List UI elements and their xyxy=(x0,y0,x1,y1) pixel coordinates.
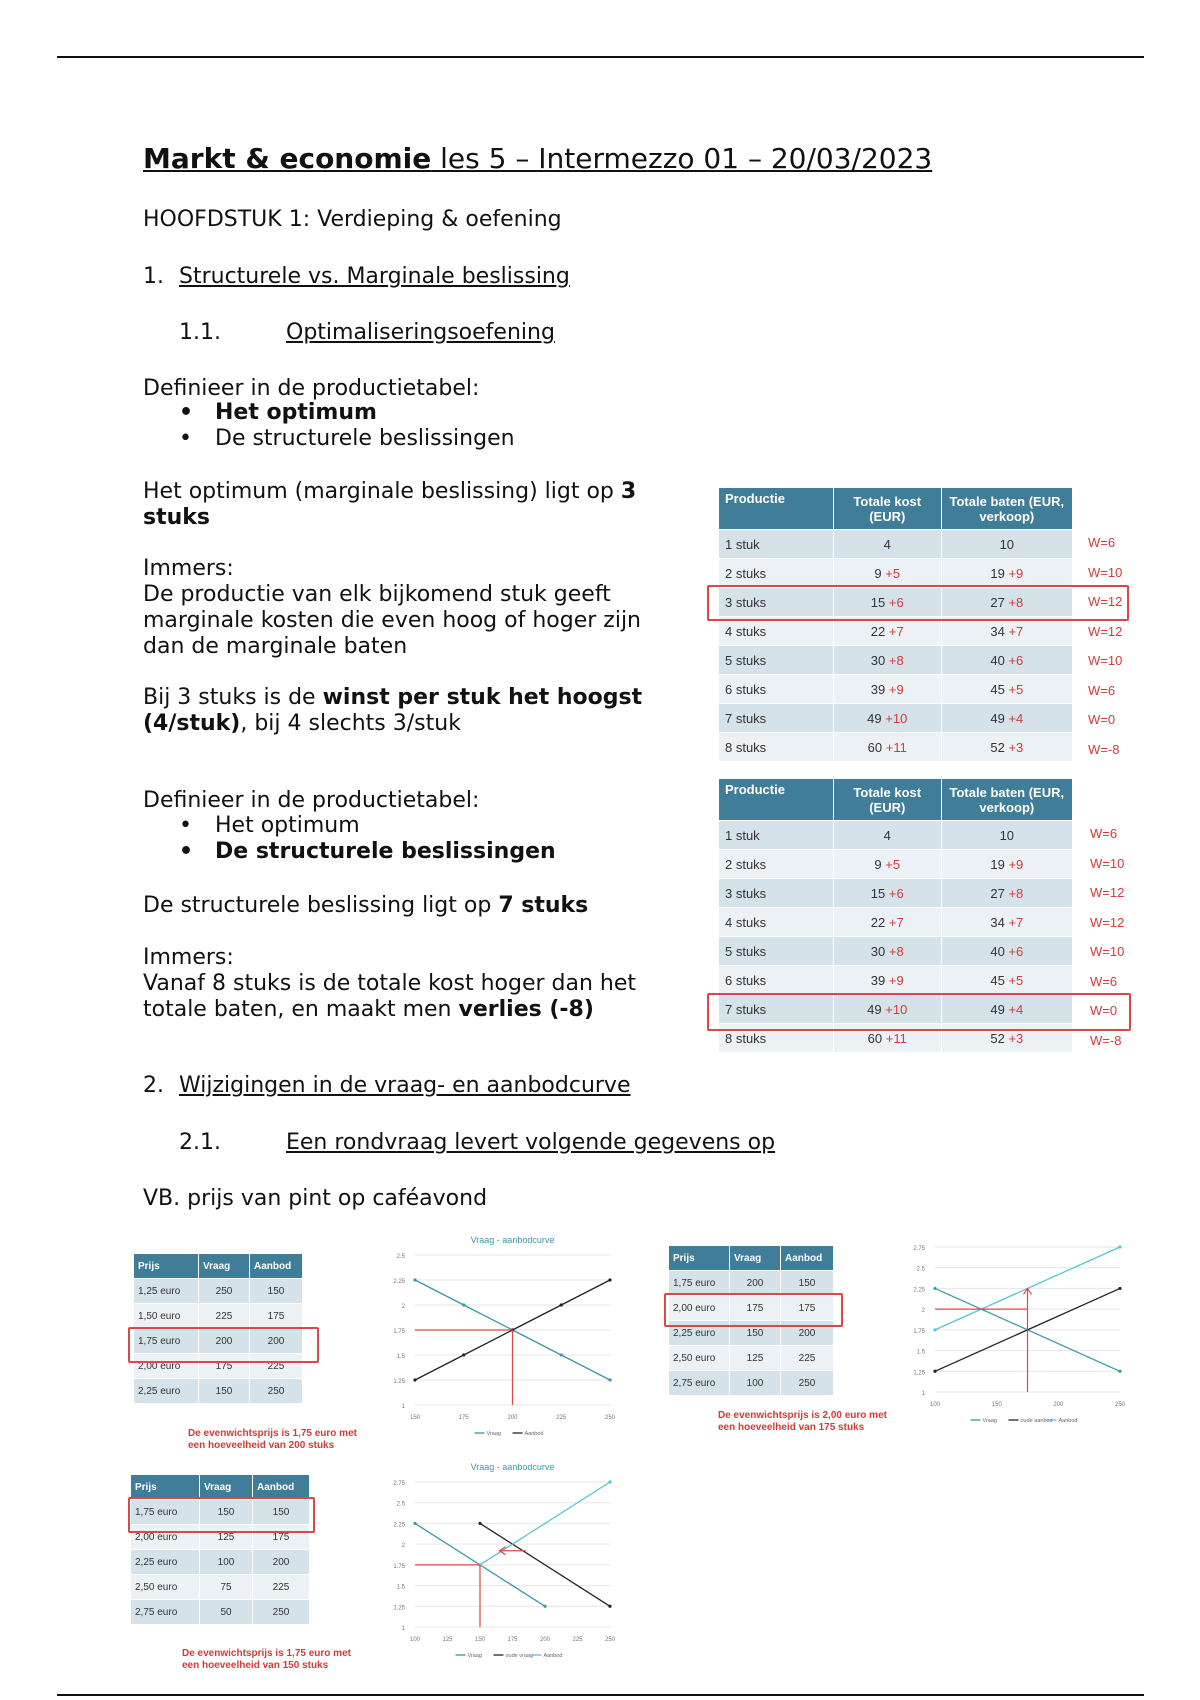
cell-vraag: 200 xyxy=(730,1271,781,1296)
cell-productie: 2 stuks xyxy=(719,850,834,879)
optimum-line-2: stuks xyxy=(143,505,210,530)
winst-label: W=-8 xyxy=(1090,1032,1122,1048)
title-bold: Markt & economie xyxy=(143,142,432,175)
cell-prijs: 1,75 euro xyxy=(131,1500,200,1525)
part-b-immers: Immers: xyxy=(143,945,234,970)
winst-column-1 xyxy=(1088,528,1122,764)
winst-label: W=6 xyxy=(1088,682,1116,698)
part-a-immers: Immers: xyxy=(143,556,234,581)
winst-line-2-bold: (4/stuk) xyxy=(143,711,241,736)
x-tick-label: 200 xyxy=(539,1637,551,1643)
y-tick-label: 2.5 xyxy=(396,1501,405,1508)
cell-aanbod: 225 xyxy=(250,1354,303,1379)
cell-prijs: 2,00 euro xyxy=(131,1525,200,1550)
header-prijs: Prijs xyxy=(669,1246,730,1271)
cell-vraag: 225 xyxy=(199,1304,250,1329)
supply-demand-chart-1 xyxy=(365,1228,630,1453)
price-row xyxy=(134,1279,303,1304)
part-b-intro: Definieer in de productietabel: xyxy=(143,788,480,813)
header-aanbod: Aanbod xyxy=(253,1475,310,1500)
price-row xyxy=(669,1271,834,1296)
footer-rule xyxy=(57,1694,1144,1696)
cell-prijs: 2,25 euro xyxy=(131,1550,200,1575)
bullet-structural-b: • De structurele beslissingen xyxy=(143,839,556,865)
cell-productie: 4 stuks xyxy=(719,908,834,937)
y-tick-label: 2.25 xyxy=(393,1279,405,1285)
production-row xyxy=(719,530,1073,559)
data-point xyxy=(1118,1245,1121,1248)
cell-productie: 7 stuks xyxy=(719,995,834,1024)
cell-prijs: 2,50 euro xyxy=(131,1575,200,1600)
equilibrium-note-1 xyxy=(188,1428,357,1452)
winst-label: W=10 xyxy=(1088,653,1123,668)
optimum-line-1 xyxy=(143,479,636,505)
chart-title: Vraag - aanbodcurve xyxy=(470,1462,555,1472)
x-tick-label: 200 xyxy=(1053,1402,1064,1408)
cell-totale-baten: 49 +4 xyxy=(941,704,1072,733)
cell-totale-baten: 19 +9 xyxy=(941,850,1072,879)
production-row xyxy=(719,646,1073,675)
cell-vraag: 150 xyxy=(200,1500,253,1525)
cell-aanbod: 250 xyxy=(253,1600,310,1625)
cell-totale-baten: 45 +5 xyxy=(941,675,1072,704)
production-row xyxy=(719,937,1073,966)
winst-line-1-bold: winst per stuk het hoogst xyxy=(322,685,643,710)
winst-label: W=12 xyxy=(1090,914,1125,930)
y-tick-label: 1.5 xyxy=(396,1354,405,1360)
data-point xyxy=(608,1605,611,1608)
cell-vraag: 75 xyxy=(200,1575,253,1600)
cell-aanbod: 175 xyxy=(253,1525,310,1550)
cell-totale-baten: 19 +9 xyxy=(941,559,1072,588)
cell-totale-baten: 40 +6 xyxy=(941,937,1072,966)
y-tick-label: 1.75 xyxy=(393,1563,405,1570)
production-row xyxy=(719,675,1073,704)
x-tick-label: 225 xyxy=(572,1637,583,1643)
y-tick-label: 1.25 xyxy=(393,1605,405,1612)
x-tick-label: 150 xyxy=(409,1415,421,1421)
optimum-line-1-text: Het optimum (marginale beslissing) ligt op xyxy=(143,479,621,504)
cell-prijs: 1,50 euro xyxy=(134,1304,199,1329)
winst-line-2-text: , bij 4 slechts 3/stuk xyxy=(240,711,461,736)
production-row xyxy=(719,733,1073,762)
cell-prijs: 2,25 euro xyxy=(134,1379,199,1404)
cell-aanbod: 250 xyxy=(250,1379,303,1404)
cell-vraag: 150 xyxy=(199,1379,250,1404)
y-tick-label: 1 xyxy=(921,1391,925,1397)
legend-label: oude vraag xyxy=(505,1653,534,1659)
x-tick-label: 225 xyxy=(556,1415,567,1421)
note-3-line-1: De evenwichtsprijs is 1,75 euro met xyxy=(182,1648,351,1659)
price-row xyxy=(131,1600,310,1625)
winst-label: W=6 xyxy=(1088,535,1116,550)
cell-totale-kost: 49 +10 xyxy=(833,704,941,733)
cell-totale-baten: 52 +3 xyxy=(941,733,1072,762)
cell-totale-baten: 10 xyxy=(941,821,1072,850)
x-tick-label: 150 xyxy=(474,1637,486,1643)
data-point xyxy=(462,1353,465,1356)
cell-vraag: 200 xyxy=(199,1329,250,1354)
winst-label: W=6 xyxy=(1090,826,1118,841)
cell-vraag: 150 xyxy=(730,1321,781,1346)
data-point xyxy=(478,1522,481,1525)
chapter-heading: HOOFDSTUK 1: Verdieping & oefening xyxy=(143,207,562,232)
highlight-equilibrium-1 xyxy=(128,1327,319,1363)
data-point xyxy=(1118,1370,1121,1373)
cell-prijs: 1,25 euro xyxy=(134,1279,199,1304)
cell-productie: 8 stuks xyxy=(719,1024,834,1053)
price-row xyxy=(131,1550,310,1575)
y-tick-label: 2.75 xyxy=(393,1481,405,1487)
production-row xyxy=(719,850,1073,879)
cell-totale-kost: 49 +10 xyxy=(833,995,941,1024)
winst-label: W=10 xyxy=(1090,944,1125,959)
page-title xyxy=(143,142,932,176)
cell-totale-kost: 22 +7 xyxy=(833,617,941,646)
structural-line xyxy=(143,893,588,919)
data-point xyxy=(933,1287,936,1290)
structural-line-text: De structurele beslissing ligt op xyxy=(143,893,499,918)
legend-label: Aanbod xyxy=(524,1431,544,1437)
section2-sub-title: Een rondvraag levert volgende gegevens op xyxy=(286,1130,776,1155)
y-tick-label: 1.5 xyxy=(396,1584,405,1591)
bullet-structural: • De structurele beslissingen xyxy=(143,426,515,452)
cell-prijs: 1,75 euro xyxy=(134,1329,199,1354)
data-point xyxy=(1118,1287,1121,1290)
x-tick-label: 250 xyxy=(604,1415,616,1421)
cell-prijs: 1,75 euro xyxy=(669,1271,730,1296)
y-tick-label: 2.5 xyxy=(396,1254,405,1260)
production-row xyxy=(719,966,1073,995)
part-a-expl-2: marginale kosten die even hoog of hoger zijn xyxy=(143,608,641,633)
section2-title: Wijzigingen in de vraag- en aanbodcurve xyxy=(179,1073,631,1098)
legend-label: Vraag xyxy=(467,1653,482,1659)
production-table-header xyxy=(719,488,1073,530)
winst-line-1 xyxy=(143,685,642,711)
header-vraag: Vraag xyxy=(730,1246,781,1271)
title-rest: les 5 – Intermezzo 01 – 20/03/2023 xyxy=(431,142,933,175)
cell-totale-baten: 40 +6 xyxy=(941,646,1072,675)
note-3-line-2: een hoeveelheid van 150 stuks xyxy=(182,1660,329,1671)
header-aanbod: Aanbod xyxy=(250,1254,303,1279)
legend-label: Aanbod xyxy=(543,1653,563,1659)
note-2-line-1: De evenwichtsprijs is 2,00 euro met xyxy=(718,1410,887,1421)
winst-label: W=-8 xyxy=(1088,741,1120,757)
cell-productie: 7 stuks xyxy=(719,704,834,733)
header-vraag: Vraag xyxy=(199,1254,250,1279)
section1-title: Structurele vs. Marginale beslissing xyxy=(179,264,570,289)
part-a-expl-1: De productie van elk bijkomend stuk geeft xyxy=(143,582,611,607)
winst-label: W=6 xyxy=(1090,973,1118,989)
part-b-expl-2-bold: verlies (-8) xyxy=(458,997,594,1022)
cell-totale-baten: 52 +3 xyxy=(941,1024,1072,1053)
section1-sub-title: Optimaliseringsoefening xyxy=(286,320,555,345)
header-rule xyxy=(57,56,1144,58)
data-point xyxy=(608,1480,611,1483)
header-totale-baten: Totale baten (EUR, verkoop) xyxy=(941,488,1072,530)
cell-aanbod: 225 xyxy=(253,1575,310,1600)
equilibrium-note-3 xyxy=(182,1648,351,1672)
header-prijs: Prijs xyxy=(131,1475,200,1500)
cell-totale-baten: 45 +5 xyxy=(941,966,1072,995)
part-b-bullets xyxy=(143,813,556,865)
highlight-optimum-row xyxy=(707,585,1129,621)
cell-aanbod: 225 xyxy=(781,1346,834,1371)
part-a-intro: Definieer in de productietabel: xyxy=(143,376,480,401)
y-tick-label: 2 xyxy=(401,1543,405,1550)
header-productie: Productie xyxy=(719,488,834,530)
production-row xyxy=(719,559,1073,588)
header-vraag: Vraag xyxy=(200,1475,253,1500)
note-1-line-1: De evenwichtsprijs is 1,75 euro met xyxy=(188,1428,357,1439)
x-tick-label: 150 xyxy=(991,1402,1002,1408)
x-tick-label: 175 xyxy=(458,1415,469,1421)
y-tick-label: 2 xyxy=(921,1308,925,1315)
cell-prijs: 2,75 euro xyxy=(131,1600,200,1625)
highlight-structural-row xyxy=(707,993,1131,1031)
cell-aanbod: 175 xyxy=(250,1304,303,1329)
section2-sub-number: 2.1. xyxy=(179,1130,221,1155)
cell-vraag: 125 xyxy=(200,1525,253,1550)
data-point xyxy=(413,1378,416,1381)
winst-label: W=12 xyxy=(1088,623,1123,639)
data-point xyxy=(933,1370,936,1373)
x-tick-label: 250 xyxy=(604,1637,616,1643)
header-totale-baten: Totale baten (EUR, verkoop) xyxy=(941,779,1072,821)
header-prijs: Prijs xyxy=(134,1254,199,1279)
data-point xyxy=(462,1303,465,1306)
data-point xyxy=(933,1328,936,1331)
equilibrium-note-2 xyxy=(718,1410,887,1434)
cell-vraag: 175 xyxy=(199,1354,250,1379)
data-point xyxy=(608,1278,611,1281)
highlight-equilibrium-3 xyxy=(128,1497,315,1533)
production-row xyxy=(719,821,1073,850)
legend-label: oude aanbod xyxy=(1020,1418,1053,1424)
winst-label: W=0 xyxy=(1088,712,1116,727)
y-tick-label: 1 xyxy=(401,1626,405,1632)
cell-vraag: 125 xyxy=(730,1346,781,1371)
price-row xyxy=(134,1304,303,1329)
data-point xyxy=(608,1378,611,1381)
header-productie: Productie xyxy=(719,779,834,821)
part-b-expl-1: Vanaf 8 stuks is de totale kost hoger dan het xyxy=(143,971,637,996)
legend-label: Vraag xyxy=(982,1418,997,1424)
cell-aanbod: 150 xyxy=(250,1279,303,1304)
winst-label: W=0 xyxy=(1090,1003,1118,1018)
data-point xyxy=(413,1522,416,1525)
section1-sub-number: 1.1. xyxy=(179,320,221,345)
example-label: VB. prijs van pint op caféavond xyxy=(143,1186,488,1211)
cell-totale-kost: 39 +9 xyxy=(833,966,941,995)
supply-demand-chart-3 xyxy=(365,1455,630,1670)
cell-vraag: 250 xyxy=(199,1279,250,1304)
cell-prijs: 2,00 euro xyxy=(669,1296,730,1321)
y-tick-label: 1.25 xyxy=(913,1370,925,1377)
section1-number: 1. xyxy=(143,264,164,289)
x-tick-label: 125 xyxy=(442,1637,453,1643)
structural-line-bold: 7 stuks xyxy=(498,893,589,918)
cell-totale-baten: 34 +7 xyxy=(941,617,1072,646)
y-tick-label: 1.75 xyxy=(393,1329,405,1335)
legend-label: Aanbod xyxy=(1058,1418,1078,1424)
part-b-expl-2-text: totale baten, en maakt men xyxy=(143,997,459,1022)
cell-prijs: 2,25 euro xyxy=(669,1321,730,1346)
cell-totale-kost: 9 +5 xyxy=(833,850,941,879)
price-row xyxy=(669,1371,834,1396)
production-table-1 xyxy=(718,487,1073,762)
note-1-line-2: een hoeveelheid van 200 stuks xyxy=(188,1440,335,1451)
winst-line-1-text: Bij 3 stuks is de xyxy=(143,685,323,710)
section2-number: 2. xyxy=(143,1073,164,1098)
x-tick-label: 250 xyxy=(1114,1402,1126,1408)
supply-demand-chart-2 xyxy=(890,1230,1140,1430)
cell-totale-baten: 49 +4 xyxy=(941,995,1072,1024)
cell-aanbod: 200 xyxy=(253,1550,310,1575)
cell-totale-baten: 34 +7 xyxy=(941,908,1072,937)
cell-productie: 1 stuk xyxy=(719,821,834,850)
cell-vraag: 100 xyxy=(200,1550,253,1575)
production-row xyxy=(719,879,1073,908)
bullet-optimum: • Het optimum xyxy=(143,400,515,426)
x-tick-label: 100 xyxy=(409,1637,421,1643)
cell-totale-kost: 4 xyxy=(833,821,941,850)
x-tick-label: 175 xyxy=(507,1637,518,1643)
cell-aanbod: 150 xyxy=(253,1500,310,1525)
cell-aanbod: 175 xyxy=(781,1296,834,1321)
cell-productie: 6 stuks xyxy=(719,675,834,704)
cell-aanbod: 150 xyxy=(781,1271,834,1296)
cell-productie: 3 stuks xyxy=(719,588,834,617)
cell-totale-kost: 22 +7 xyxy=(833,908,941,937)
header-totale-kost: Totale kost (EUR) xyxy=(833,488,941,530)
winst-label: W=10 xyxy=(1090,855,1125,871)
part-a-bullets xyxy=(143,400,515,452)
winst-label: W=10 xyxy=(1088,564,1123,580)
y-tick-label: 2.75 xyxy=(913,1246,925,1252)
cell-totale-kost: 39 +9 xyxy=(833,675,941,704)
cell-productie: 1 stuk xyxy=(719,530,834,559)
data-point xyxy=(543,1605,546,1608)
cell-totale-kost: 9 +5 xyxy=(833,559,941,588)
cell-totale-kost: 15 +6 xyxy=(833,588,941,617)
price-row xyxy=(669,1346,834,1371)
header-totale-kost: Totale kost (EUR) xyxy=(833,779,941,821)
y-tick-label: 2.5 xyxy=(916,1266,925,1273)
y-tick-label: 1 xyxy=(401,1404,405,1410)
bullet-optimum-b: • Het optimum xyxy=(143,813,556,839)
x-tick-label: 200 xyxy=(507,1415,518,1421)
production-row xyxy=(719,704,1073,733)
y-tick-label: 1.25 xyxy=(393,1379,405,1385)
cell-aanbod: 200 xyxy=(250,1329,303,1354)
note-2-line-2: een hoeveelheid van 175 stuks xyxy=(718,1422,865,1433)
production-row xyxy=(719,908,1073,937)
cell-totale-kost: 60 +11 xyxy=(833,1024,941,1053)
winst-line-2 xyxy=(143,711,461,737)
cell-prijs: 2,50 euro xyxy=(669,1346,730,1371)
y-tick-label: 2.25 xyxy=(913,1287,925,1294)
cell-totale-kost: 15 +6 xyxy=(833,879,941,908)
winst-label: W=12 xyxy=(1088,594,1123,609)
data-point xyxy=(413,1278,416,1281)
cell-totale-kost: 60 +11 xyxy=(833,733,941,762)
cell-vraag: 175 xyxy=(730,1296,781,1321)
cell-productie: 5 stuks xyxy=(719,937,834,966)
winst-label: W=12 xyxy=(1090,885,1125,900)
cell-totale-kost: 4 xyxy=(833,530,941,559)
y-tick-label: 2.25 xyxy=(393,1522,405,1529)
cell-totale-kost: 30 +8 xyxy=(833,937,941,966)
production-table-header xyxy=(719,779,1073,821)
price-row xyxy=(134,1379,303,1404)
cell-productie: 3 stuks xyxy=(719,879,834,908)
cell-vraag: 50 xyxy=(200,1600,253,1625)
x-tick-label: 100 xyxy=(929,1402,941,1408)
part-a-expl-3: dan de marginale baten xyxy=(143,634,408,659)
cell-totale-baten: 10 xyxy=(941,530,1072,559)
y-tick-label: 1.75 xyxy=(913,1328,925,1335)
cell-vraag: 100 xyxy=(730,1371,781,1396)
cell-productie: 5 stuks xyxy=(719,646,834,675)
cell-aanbod: 250 xyxy=(781,1371,834,1396)
part-b-expl-2 xyxy=(143,997,594,1023)
cell-prijs: 2,75 euro xyxy=(669,1371,730,1396)
price-row xyxy=(131,1575,310,1600)
cell-productie: 6 stuks xyxy=(719,966,834,995)
cell-productie: 2 stuks xyxy=(719,559,834,588)
cell-totale-baten: 27 +8 xyxy=(941,588,1072,617)
chart-title: Vraag - aanbodcurve xyxy=(470,1235,555,1245)
cell-totale-kost: 30 +8 xyxy=(833,646,941,675)
y-tick-label: 1.5 xyxy=(916,1349,925,1356)
cell-productie: 4 stuks xyxy=(719,617,834,646)
highlight-equilibrium-2 xyxy=(664,1293,843,1327)
legend-label: Vraag xyxy=(486,1431,501,1437)
data-point xyxy=(560,1353,563,1356)
cell-aanbod: 200 xyxy=(781,1321,834,1346)
optimum-line-1-bold: 3 xyxy=(620,479,637,504)
data-point xyxy=(560,1303,563,1306)
header-aanbod: Aanbod xyxy=(781,1246,834,1271)
cell-totale-baten: 27 +8 xyxy=(941,879,1072,908)
cell-prijs: 2,00 euro xyxy=(134,1354,199,1379)
cell-productie: 8 stuks xyxy=(719,733,834,762)
y-tick-label: 2 xyxy=(401,1304,405,1310)
